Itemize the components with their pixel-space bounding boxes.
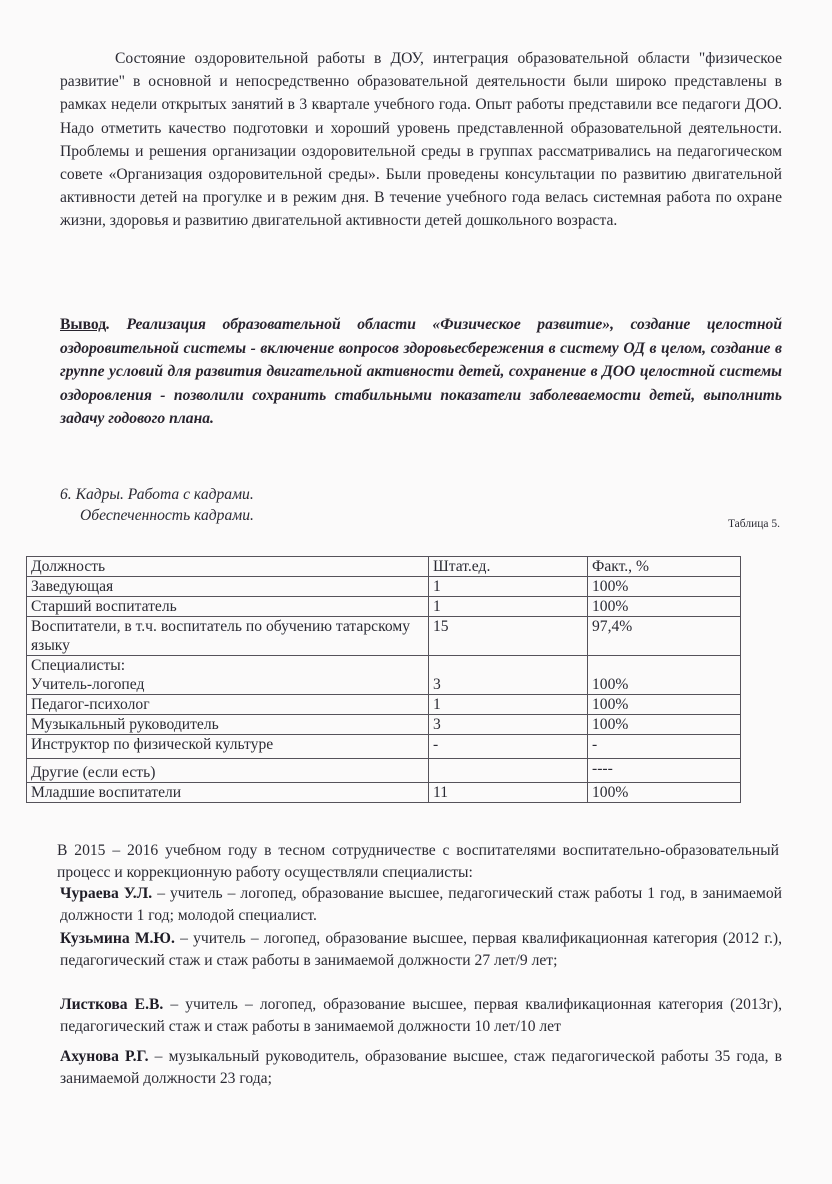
cell-units: 3 [429,656,588,695]
cell-fact: 100% [588,656,741,695]
table-row [27,715,741,735]
cell-fact: 100% [588,783,741,803]
staff-table [26,556,741,803]
specialist-name: Чураева У.Л. [60,885,153,902]
section-subtitle: Обеспеченность кадрами. [80,507,254,524]
cell-position [27,656,429,695]
header-fact: Факт., % [588,557,741,577]
table-row [27,783,741,803]
specialist-entry [60,1046,782,1091]
table-row [27,577,741,597]
section-heading [60,484,254,526]
cell-position-item: Учитель-логопед [31,676,145,693]
cell-fact: 97,4% [588,617,741,656]
table-row [27,695,741,715]
cell-position: Старший воспитатель [27,597,429,617]
cell-position: Педагог-психолог [27,695,429,715]
table-row [27,617,741,656]
cell-position: Заведующая [27,577,429,597]
cell-units: 15 [429,617,588,656]
specialists-intro: В 2015 – 2016 учебном году в тесном сотрудничестве с воспитателями воспитательно-образовательный процесс и коррекционную работу осуществляли специалисты: [57,842,779,881]
cell-units [429,759,588,783]
cell-fact: 100% [588,695,741,715]
cell-position: Младшие воспитатели [27,783,429,803]
table-row [27,735,741,759]
cell-fact: 100% [588,577,741,597]
cell-fact: 100% [588,715,741,735]
cell-position: Воспитатели, в т.ч. воспитатель по обучению татарскому языку [27,617,429,656]
cell-position: Другие (если есть) [27,759,429,783]
cell-fact: ---- [588,759,741,783]
cell-units: 1 [429,597,588,617]
cell-units: - [429,735,588,759]
specialist-details: – учитель – логопед, образование высшее, первая квалификационная категория (2013г), педагогический стаж и стаж работы в занимаемой должности 10 лет/10 лет [60,996,782,1036]
cell-units: 1 [429,577,588,597]
table-row [27,759,741,783]
conclusion-lead: Вывод [60,316,107,333]
cell-units: 11 [429,783,588,803]
table-caption: Таблица 5. [727,518,780,530]
specialist-name: Ахунова Р.Г. [60,1048,149,1065]
header-units: Штат.ед. [429,557,588,577]
section-title: 6. Кадры. Работа с кадрами. [60,486,254,503]
specialist-name: Листкова Е.В. [60,996,164,1013]
specialist-details: – учитель – логопед, образование высшее, педагогический стаж работы 1 год, в занимаемой должности 1 год; молодой специалист. [60,885,782,925]
table-header-row [27,557,741,577]
cell-units: 1 [429,695,588,715]
table-row [27,597,741,617]
specialist-details: – музыкальный руководитель, образование высшее, стаж педагогической работы 35 года, в занимаемой должности 23 года; [60,1048,782,1088]
cell-position: Музыкальный руководитель [27,715,429,735]
cell-units: 3 [429,715,588,735]
conclusion-text: . Реализация образовательной области «Физическое развитие», создание целостной оздоровительной системы - включение вопросов здоровьесбережения в систему ОД в целом, создание в группе условий для развития двигательной активности детей, сохранение в ДОО целостной системы оздоровления - позволили сохранить стабильными показатели заболеваемости детей, выполнить задачу годового плана. [60,316,782,428]
conclusion-paragraph [60,313,782,431]
specialist-name: Кузьмина М.Ю. [60,930,175,947]
intro-paragraph: Состояние оздоровительной работы в ДОУ, интеграция образовательной области "физическое развитие" в основной и непосредственно образовательной деятельности были широко представлены в рамках недели открытых занятий в 3 квартале учебного года. Опыт работы представили все педагоги ДОО. Надо отметить качество подготовки и хороший уровень представленной образовательной деятельности. Проблемы и решения организации оздоровительной среды в группах рассматривались на педагогическом совете «Организация оздоровительной среды». Были проведены консультации по развитию двигательной активности детей на прогулке и в режим дня. В течение учебного года велась системная работа по охране жизни, здоровья и развитию двигательной активности детей дошкольного возраста. [60,50,782,230]
specialist-entry [60,994,782,1039]
specialist-details: – учитель – логопед, образование высшее, первая квалификационная категория (2012 г.), педагогический стаж и стаж работы в занимаемой должности 27 лет/9 лет; [60,930,782,970]
specialist-entry [60,928,782,973]
cell-fact: - [588,735,741,759]
cell-position: Инструктор по физической культуре [27,735,429,759]
cell-position-group: Специалисты: [31,657,126,674]
header-position: Должность [27,557,429,577]
table-row [27,656,741,695]
cell-fact: 100% [588,597,741,617]
specialist-entry [60,883,782,928]
